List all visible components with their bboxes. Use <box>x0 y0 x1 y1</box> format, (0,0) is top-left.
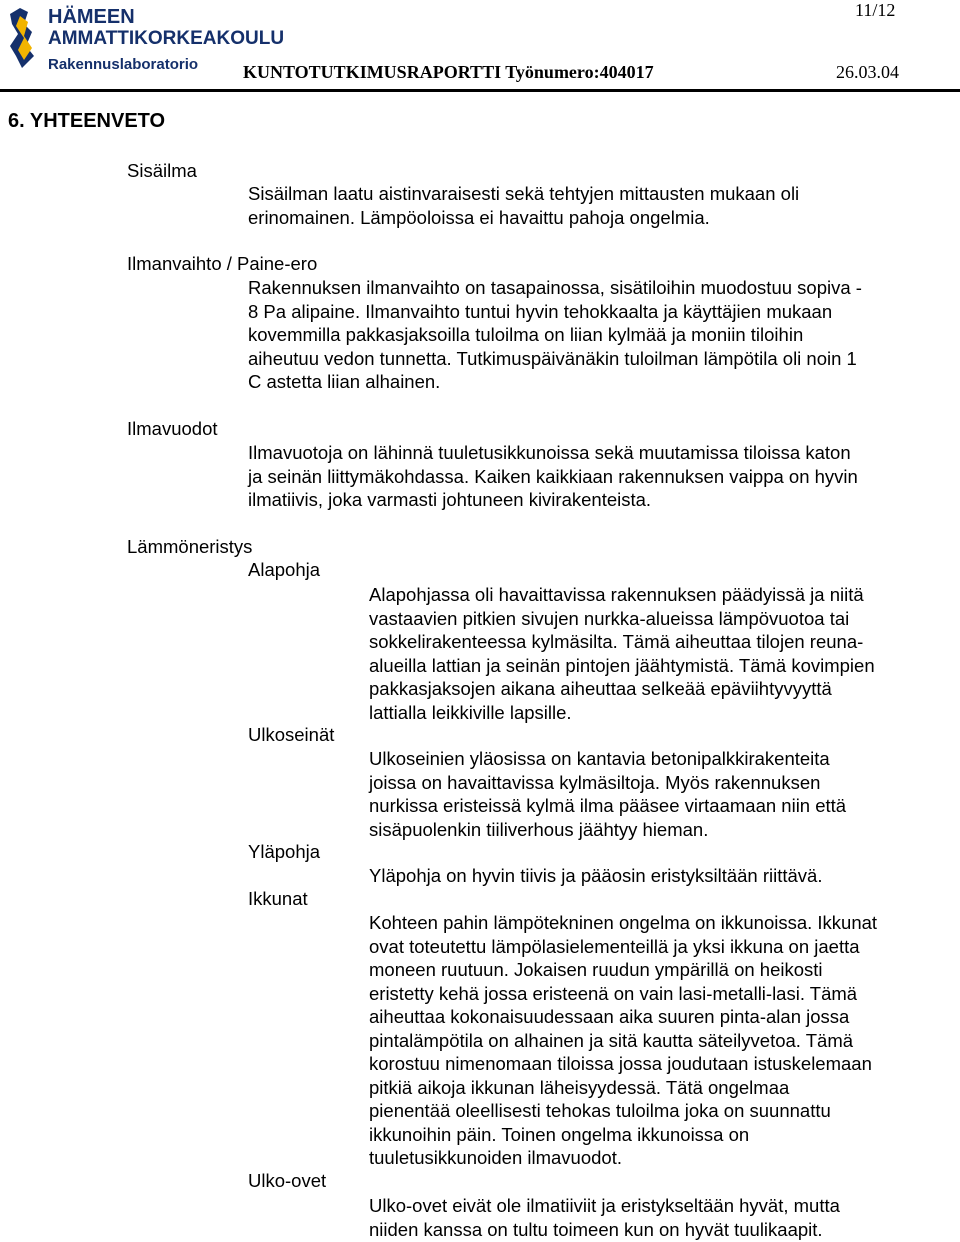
label-lammoneristys: Lämmöneristys <box>127 536 253 557</box>
label-ulkoseinat: Ulkoseinät <box>248 724 335 745</box>
header-divider <box>0 89 960 92</box>
report-date: 26.03.04 <box>836 62 899 82</box>
text-line: erinomainen. Lämpöoloissa ei havaittu pahoja ongelmia. <box>248 206 710 228</box>
text-line: sisäpuolenkin tiiliverhous jäähtyy hieman. <box>369 818 709 840</box>
label-ilmanvaihto: Ilmanvaihto / Paine-ero <box>127 253 318 274</box>
logo-line-2: AMMATTIKORKEAKOULU <box>48 28 285 49</box>
label-ulko-ovet: Ulko-ovet <box>248 1170 327 1191</box>
text-line: ilmatiivis, joka varmasti johtuneen kivirakenteista. <box>248 489 652 510</box>
text-line: Yläpohja on hyvin tiivis ja pääosin eristyksiltään riittävä. <box>369 865 823 886</box>
label-ilmavuodot: Ilmavuodot <box>127 418 218 439</box>
text-line: Alapohjassa oli havaittavissa rakennuksen päädyissä ja niitä <box>369 584 864 605</box>
text-line: ikkunoihin päin. Toinen ongelma ikkunoissa on <box>369 1123 750 1145</box>
text-line: moneen ruutuun. Jokaisen ruudun ympärillä on heikosti <box>369 959 823 980</box>
paragraph-ikkunat <box>369 911 877 1170</box>
text-line: 8 Pa alipaine. Ilmanvaihto tuntui hyvin tehokkaalta ja käyttäjien mukaan <box>248 300 833 322</box>
text-line: aiheuttaa kokonaisuudessaan aika suuren pinta-alan jossa <box>369 1006 850 1027</box>
text-line: tuuletusikkunoiden ilmavuodot. <box>369 1147 622 1168</box>
logo-line-1: HÄMEEN <box>48 6 135 28</box>
text-line: lattialla leikkiville lapsille. <box>369 701 572 723</box>
text-line: C astetta liian alhainen. <box>248 371 441 392</box>
text-line: aiheutuu vedon tunnetta. Tutkimuspäivänäkin tuloilman lämpötila oli noin 1 <box>248 347 857 369</box>
text-line: ovat toteutettu lämpölasielementeillä ja yksi ikkuna on jaetta <box>369 935 860 957</box>
text-line: pakkasjaksojen aikana aiheuttaa selkeää epäviihtyvyyttä <box>369 678 832 699</box>
text-line: kovemmilla pakkasjaksoilla tuloilma on liian kylmää ja moniin tiloihin <box>248 324 804 345</box>
text-line: Ulkoseinien yläosissa on kantavia betonipalkkirakenteita <box>369 748 830 769</box>
text-line: vastaavien pitkien sivujen nurkka-alueissa lämpövuotoa tai <box>369 607 850 629</box>
paragraph-ilmavuodot <box>248 441 858 512</box>
paragraph-sisailma <box>248 182 799 229</box>
report-title: KUNTOTUTKIMUSRAPORTTI Työnumero:404017 <box>243 62 654 82</box>
text-line: pintalämpötila on alhainen ja sitä kautta säteilyvetoa. Tämä <box>369 1029 854 1051</box>
text-line: sokkelirakenteessa kylmäsilta. Tämä aiheuttaa tilojen reuna- <box>369 631 864 652</box>
text-line: ja seinän liittymäkohdassa. Kaiken kaikkiaan rakennuksen vaippa on hyvin <box>248 465 858 487</box>
text-line: alueilla lattian ja seinän pintojen jäähtymistä. Tämä kovimpien <box>369 654 875 676</box>
school-logo <box>6 4 285 76</box>
text-line: Ulko-ovet eivät ole ilmatiiviit ja eristykseltään hyvät, mutta <box>369 1195 840 1216</box>
text-line: Rakennuksen ilmanvaihto on tasapainossa, sisätiloihin muodostuu sopiva - <box>248 277 862 298</box>
text-line: Sisäilman laatu aistinvaraisesti sekä tehtyjen mittausten mukaan oli <box>248 183 800 204</box>
label-alapohja: Alapohja <box>248 559 321 580</box>
page-number: 11/12 <box>855 0 896 20</box>
label-ylapohja: Yläpohja <box>248 841 321 862</box>
text-line: niiden kanssa on tultu toimeen kun on hyvät tuulikaapit. <box>369 1218 823 1240</box>
text-line: pienentää oleellisesti tehokas tuloilma joka on suunnattu <box>369 1100 831 1121</box>
paragraph-ulkoseinat <box>369 747 846 841</box>
text-line: nurkissa eristeissä kylmä ilma pääsee virtaamaan niin että <box>369 795 847 816</box>
text-line: korostuu nimenomaan tiloissa jossa joudutaan istuskelemaan <box>369 1053 872 1074</box>
paragraph-ulko-ovet <box>369 1194 840 1241</box>
section-title: 6. YHTEENVETO <box>8 110 166 132</box>
label-ikkunat: Ikkunat <box>248 888 308 909</box>
text-line: pitkiä aikoja ikkunan läheisyydessä. Tätä ongelmaa <box>369 1076 790 1098</box>
logo-line-3: Rakennuslaboratorio <box>48 56 199 73</box>
text-line: eristetty kehä jossa eristeenä on vain lasi-metalli-lasi. Tämä <box>369 982 858 1004</box>
text-line: Ilmavuotoja on lähinnä tuuletusikkunoissa sekä muutamissa tiloissa katon <box>248 442 851 463</box>
paragraph-ylapohja <box>369 864 822 888</box>
text-line: joissa on havaittavissa kylmäsiltoja. Myös rakennuksen <box>369 771 821 793</box>
text-line: Kohteen pahin lämpötekninen ongelma on ikkunoissa. Ikkunat <box>369 912 878 933</box>
label-sisailma: Sisäilma <box>127 160 197 181</box>
paragraph-ilmanvaihto <box>248 276 862 394</box>
paragraph-alapohja <box>369 583 875 724</box>
logo-mark-icon <box>6 6 42 70</box>
